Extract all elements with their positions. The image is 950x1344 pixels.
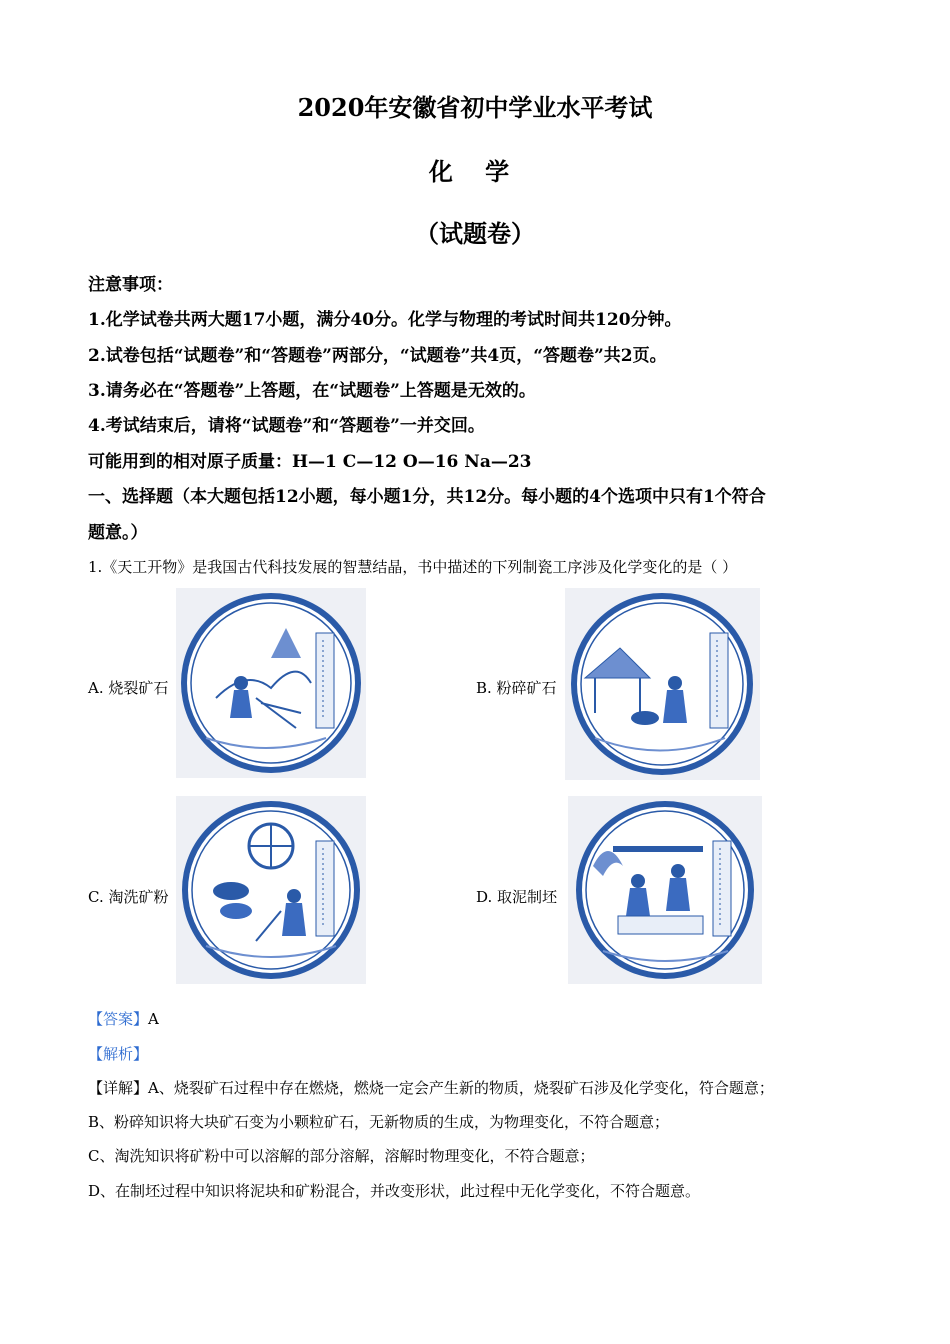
atomic-mass: 可能用到的相对原子质量：H—1 C—12 O—16 Na—23 (88, 452, 532, 472)
option-b-label: B. 粉碎矿石 (476, 679, 557, 697)
detail-c: C、淘洗知识将矿粉中可以溶解的部分溶解，溶解时物理变化，不符合题意； (88, 1147, 595, 1165)
notice-item-3: 3.请务必在“答题卷”上答题，在“试题卷”上答题是无效的。 (88, 381, 536, 401)
option-b-plate-image (565, 588, 760, 780)
section-heading-cont: 题意。） (88, 523, 148, 543)
option-a-label: A. 烧裂矿石 (88, 679, 169, 697)
detail-d: D、在制坯过程中知识将泥块和矿粉混合，并改变形状，此过程中无化学变化，不符合题意。 (88, 1182, 701, 1200)
detail-b: B、粉碎知识将大块矿石变为小颗粒矿石，无新物质的生成，为物理变化，不符合题意； (88, 1113, 670, 1131)
question-1-stem: 1.《天工开物》是我国古代科技发展的智慧结晶，书中描述的下列制瓷工序涉及化学变化的是（ ） (88, 558, 738, 576)
notice-item-2: 2.试卷包括“试题卷”和“答题卷”两部分，“试题卷”共4页，“答题卷”共2页。 (88, 346, 667, 366)
answer-tag: 【答案】 (88, 1010, 149, 1028)
option-c-plate-image (176, 796, 366, 984)
notice-item-4: 4.考试结束后，请将“试题卷”和“答题卷”一并交回。 (88, 416, 485, 436)
paper-type: （试题卷） (415, 219, 535, 248)
option-a-plate-image (176, 588, 366, 778)
section-heading: 一、选择题（本大题包括12小题，每小题1分，共12分。每小题的4个选项中只有1个符合 (88, 487, 766, 507)
analysis-tag: 【解析】 (88, 1045, 149, 1063)
subject-title: 化 学 (428, 157, 522, 186)
option-c-label: C. 淘洗矿粉 (88, 888, 169, 906)
option-d-plate-image (568, 796, 762, 984)
answer-line (88, 1008, 878, 1029)
detail-a: 【详解】A、烧裂矿石过程中存在燃烧，燃烧一定会产生新的物质，烧裂矿石涉及化学变化，符合题意； (88, 1079, 774, 1097)
exam-title: 2020年安徽省初中学业水平考试 (297, 93, 653, 122)
notice-heading: 注意事项： (88, 275, 173, 295)
notice-item-1: 1.化学试卷共两大题17小题，满分40分。化学与物理的考试时间共120分钟。 (88, 310, 682, 330)
option-d-label: D. 取泥制坯 (476, 888, 558, 906)
answer-value: A (148, 1010, 159, 1028)
